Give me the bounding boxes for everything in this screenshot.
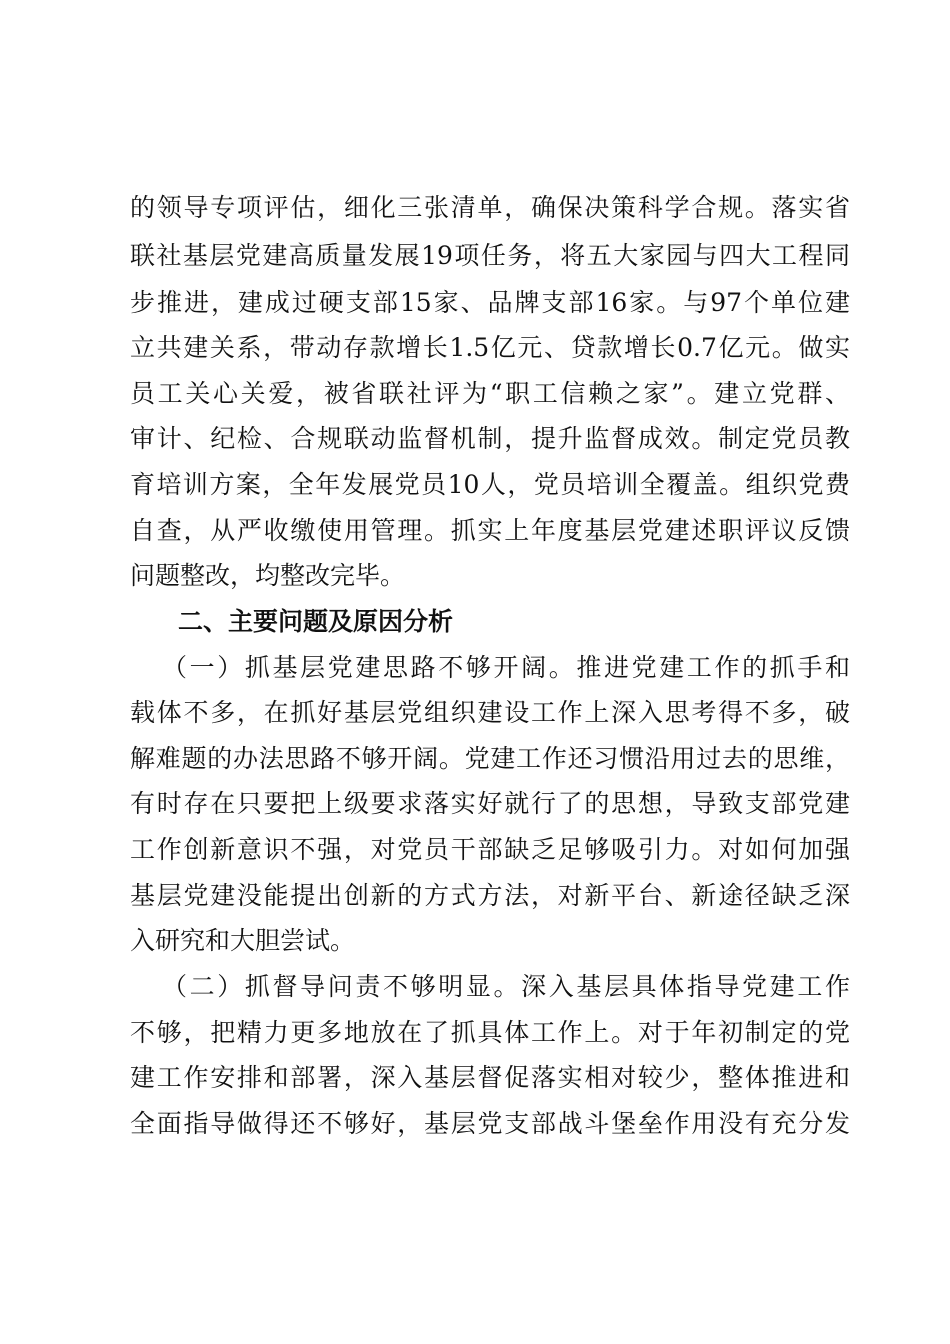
paragraph-line: 载体不多，在抓好基层党组织建设工作上深入思考得不多，破 xyxy=(130,698,850,727)
paragraph-line: 工作创新意识不强，对党员干部缺乏足够吸引力。对如何加强 xyxy=(130,835,850,864)
paragraph-line: （二）抓督导问责不够明显。深入基层具体指导党建工作 xyxy=(162,972,850,1001)
paragraph-line: 育培训方案，全年发展党员10人，党员培训全覆盖。组织党费 xyxy=(130,470,850,499)
paragraph-line: 解难题的办法思路不够开阔。党建工作还习惯沿用过去的思维， xyxy=(130,744,850,773)
paragraph-line: 问题整改，均整改完毕。 xyxy=(130,561,406,590)
paragraph-line: 自查，从严收缴使用管理。抓实上年度基层党建述职评议反馈 xyxy=(130,516,850,545)
paragraph-line: 联社基层党建高质量发展19项任务，将五大家园与四大工程同 xyxy=(130,241,850,270)
paragraph-line: 审计、纪检、合规联动监督机制，提升监督成效。制定党员教 xyxy=(130,424,850,453)
paragraph-line: 员工关心关爱，被省联社评为“职工信赖之家”。建立党群、 xyxy=(130,379,850,408)
paragraph-line: 步推进，建成过硬支部15家、品牌支部16家。与97个单位建 xyxy=(130,288,850,317)
paragraph-line: （一）抓基层党建思路不够开阔。推进党建工作的抓手和 xyxy=(162,653,850,682)
paragraph-line: 建工作安排和部署，深入基层督促落实相对较少，整体推进和 xyxy=(130,1063,850,1092)
paragraph-line: 不够，把精力更多地放在了抓具体工作上。对于年初制定的党 xyxy=(130,1018,850,1047)
paragraph-line: 入研究和大胆尝试。 xyxy=(130,926,356,955)
paragraph-line: 的领导专项评估，细化三张清单，确保决策科学合规。落实省 xyxy=(130,193,850,222)
paragraph-line: 立共建关系，带动存款增长1.5亿元、贷款增长0.7亿元。做实 xyxy=(130,333,850,362)
paragraph-line: 有时存在只要把上级要求落实好就行了的思想，导致支部党建 xyxy=(130,789,850,818)
section-heading: 二、主要问题及原因分析 xyxy=(178,607,454,636)
paragraph-line: 基层党建没能提出创新的方式方法，对新平台、新途径缺乏深 xyxy=(130,881,850,910)
paragraph-line: 全面指导做得还不够好，基层党支部战斗堡垒作用没有充分发 xyxy=(130,1109,850,1138)
